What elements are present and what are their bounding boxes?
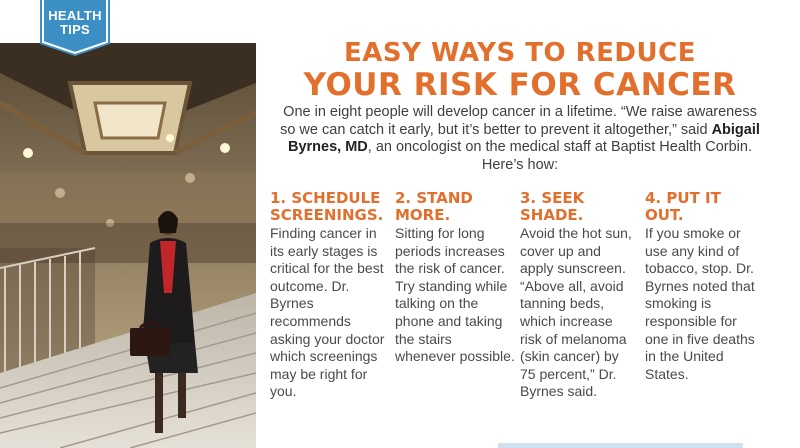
- intro-text-after: , an oncologist on the medical staff at Baptist Health Corbin. Here’s how:: [367, 139, 752, 173]
- tip-1-body: Finding cancer in its early stages is critical for the best outcome. Dr. Byrnes recommends asking your doctor which screenings may be right for you.: [270, 225, 385, 400]
- tip-4-title: 4. PUT IT OUT.: [645, 189, 721, 224]
- tip-2-body: Sitting for long periods increases the risk of cancer. Try standing while talking on the phone and taking the stairs whenever possible.: [395, 225, 515, 365]
- article-headline: [290, 38, 750, 102]
- badge-line-1: HEALTH: [48, 8, 102, 23]
- tip-1: [270, 190, 388, 401]
- atrium-photo-illustration: [0, 43, 256, 448]
- badge-label: [40, 9, 110, 37]
- tip-4-body: If you smoke or use any kind of tobacco, stop. Dr. Byrnes noted that smoking is responsible for one in five deaths in the United States.: [645, 225, 755, 382]
- tip-2: [395, 190, 515, 366]
- doctor-name: Abigail Byrnes, MD: [288, 121, 760, 155]
- bottom-accent-bar: [498, 443, 743, 448]
- tip-4: [645, 190, 763, 383]
- intro-text-before: One in eight people will develop cancer in a lifetime. “We raise awareness so we can catch it early, but it’s better to prevent it altogether,” said: [280, 104, 757, 138]
- tip-2-title: 2. STAND MORE.: [395, 189, 473, 224]
- tip-1-title: 1. SCHEDULE SCREENINGS.: [270, 189, 384, 224]
- headline-line-2: YOUR RISK FOR CANCER: [303, 67, 737, 103]
- health-tips-badge: [40, 0, 110, 56]
- tip-3-body: Avoid the hot sun, cover up and apply sunscreen. “Above all, avoid tanning beds, which increase risk of melanoma (skin cancer) by 75 percent,” Dr. Byrnes said.: [520, 225, 632, 400]
- intro-paragraph: [280, 104, 760, 174]
- tip-3-title: 3. SEEK SHADE.: [520, 189, 585, 224]
- tip-3: [520, 190, 638, 401]
- doctor-photo: [0, 43, 256, 448]
- headline-line-1: EASY WAYS TO REDUCE: [344, 38, 696, 68]
- badge-line-2: TIPS: [59, 22, 91, 37]
